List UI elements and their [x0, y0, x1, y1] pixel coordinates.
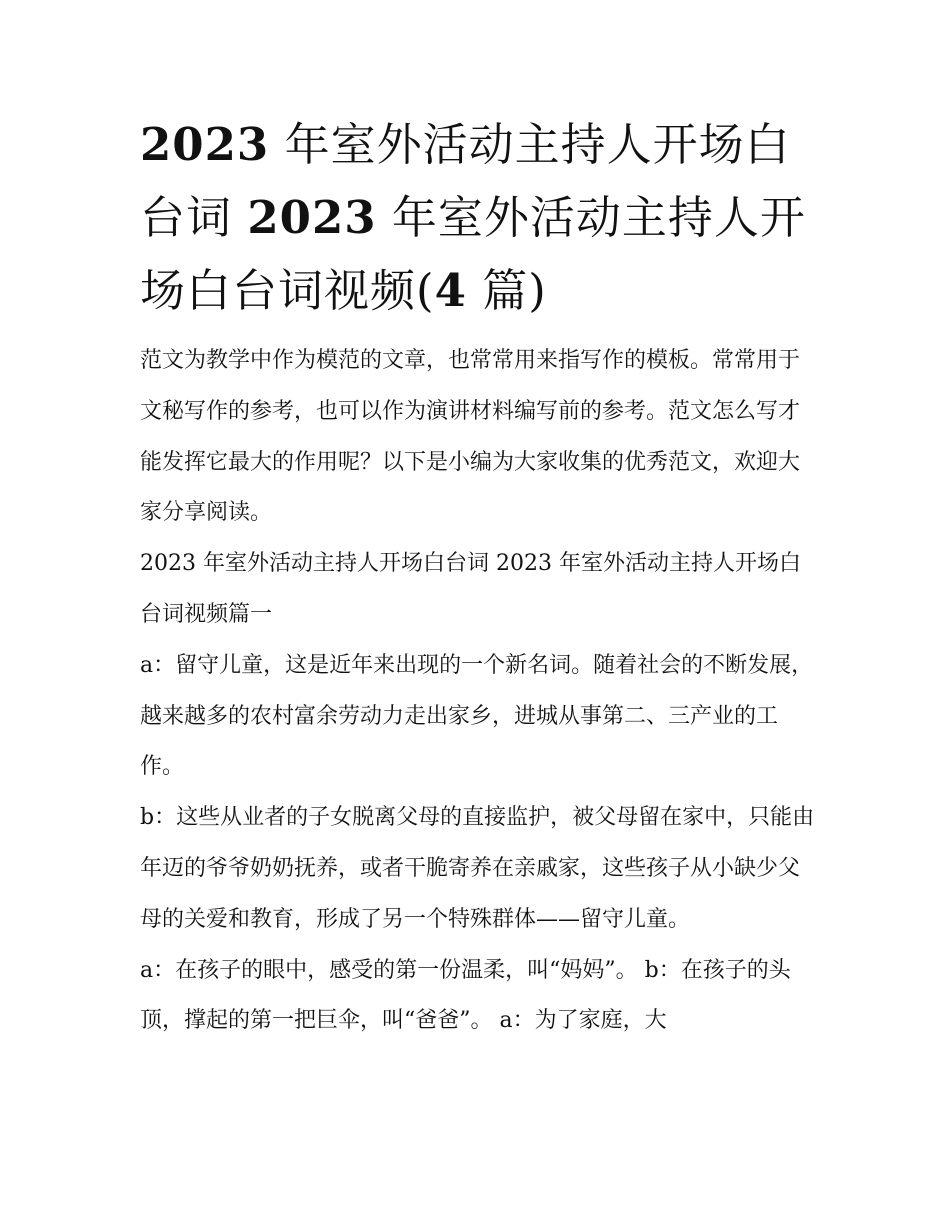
title-text-3: 篇) — [482, 264, 547, 317]
document-title — [140, 108, 820, 327]
document-page — [140, 108, 820, 1047]
title-text-1: 年室外活动主持人开场白台词 — [140, 118, 791, 244]
title-count: 4 — [434, 264, 467, 317]
title-text-2: 年室外活动主持人开场白台词视频( — [140, 191, 806, 317]
dialogue-paragraph-b1: b：这些从业者的子女脱离父母的直接监护，被父母留在家中，只能由年迈的爷爷奶奶抚养，或者干脆寄养在亲戚家，这些孩子从小缺少父母的关爱和教育，形成了另一个特殊群体——留守儿童。 — [140, 805, 815, 932]
title-year-1: 2023 — [140, 118, 270, 171]
title-year-2: 2023 — [247, 191, 377, 244]
section-heading: 2023 年室外活动主持人开场白台词 2023 年室外活动主持人开场白台词视频篇一 — [140, 551, 801, 627]
intro-paragraph: 范文为教学中作为模范的文章，也常常用来指写作的模板。常常用于文秘写作的参考，也可以作为演讲材料编写前的参考。范文怎么写才能发挥它最大的作用呢？以下是小编为大家收集的优秀范文，欢迎大家分享阅读。 — [140, 348, 801, 526]
dialogue-paragraph-a2: a：在孩子的眼中，感受的第一份温柔，叫“妈妈”。 b：在孩子的头顶，撑起的第一把巨伞，叫“爸爸”。 a：为了家庭，大 — [140, 957, 791, 1034]
dialogue-paragraph-a1: a：留守儿童，这是近年来出现的一个新名词。随着社会的不断发展，越来越多的农村富余劳动力走出家乡，进城从事第二、三产业的工作。 — [140, 652, 814, 780]
